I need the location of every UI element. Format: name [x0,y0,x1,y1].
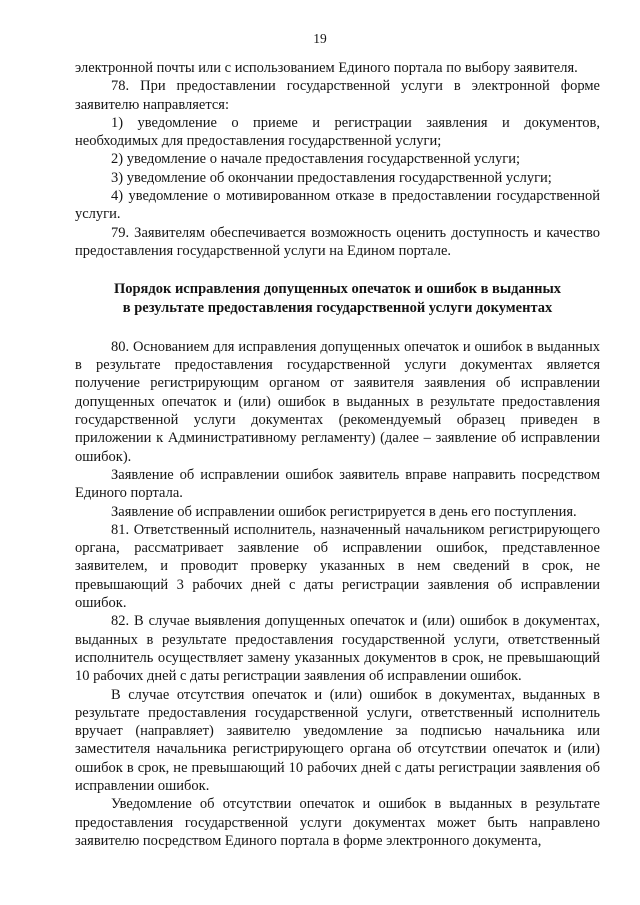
heading-line-2: в результате предоставления государственной услуги документах [122,299,553,316]
section-heading [75,280,600,317]
list-item-4: 4) уведомление о мотивированном отказе в предоставлении государственной услуги. [75,188,600,223]
paragraph-78: 78. При предоставлении государственной услуги в электронной форме заявителю направляется: [75,78,600,113]
paragraph-82-notification: Уведомление об отсутствии опечаток и ошибок в выданных в результате предоставления государственной услуги документах может быть направлено заявителю посредством Единого портала в форме электронного документа, [75,796,600,849]
page-number: 19 [313,31,327,46]
paragraph-81: 81. Ответственный исполнитель, назначенный начальником регистрирующего органа, рассматривает заявление об исправлении ошибок, представленное заявителем, и проводит проверку указанных в нем сведений в срок, не превышающий 3 рабочих дней с даты регистрации заявления об исправлении ошибок. [75,521,600,612]
list-item-3: 3) уведомление об окончании предоставления государственной услуги; [111,169,552,186]
list-item-1: 1) уведомление о приеме и регистрации заявления и документов, необходимых для предоставления государственной услуги; [75,114,600,150]
heading-line-1: Порядок исправления допущенных опечаток и ошибок в выданных [113,281,562,298]
paragraph-82: 82. В случае выявления допущенных опечаток и (или) ошибок в документах, выданных в результате предоставления государственной услуги, ответственный исполнитель осуществляет замену указанных документов в срок, не превышающий 10 рабочих дней с даты регистрации заявления об исправлении ошибок. [75,613,600,685]
paragraph-continuation: электронной почты или с использованием Единого портала по выбору заявителя. [75,60,578,76]
page-content [75,59,600,850]
paragraph-80-submission: Заявление об исправлении ошибок заявитель вправе направить посредством Единого портала. [75,466,600,502]
paragraph-80: 80. Основанием для исправления допущенных опечаток и ошибок в выданных в результате предоставления государственной услуги документах является получение регистрирующим органом от заявителя заявления об исправлении допущенных опечаток и (или) ошибок в выданных в результате предоставления государственной услуги документах (рекомендуемый образец приведен в приложении к Административному регламенту) (далее – заявление об исправлении ошибок). [75,338,600,465]
paragraph-80-registration: Заявление об исправлении ошибок регистрируется в день его поступления. [111,503,577,520]
paragraph-79: 79. Заявителям обеспечивается возможность оценить доступность и качество предоставления государственной услуги на Едином портале. [75,224,600,259]
paragraph-82-no-errors: В случае отсутствия опечаток и (или) ошибок в документах, выданных в результате предоставления государственной услуги, ответственный исполнитель вручает (направляет) заявителю уведомление за подписью начальника или заместителя начальника регистрирующего органа об отсутствии опечаток и (или) ошибок в срок, не превышающий 10 рабочих дней с даты регистрации заявления об исправлении ошибок. [75,686,600,794]
list-item-2: 2) уведомление о начале предоставления государственной услуги; [111,151,521,168]
